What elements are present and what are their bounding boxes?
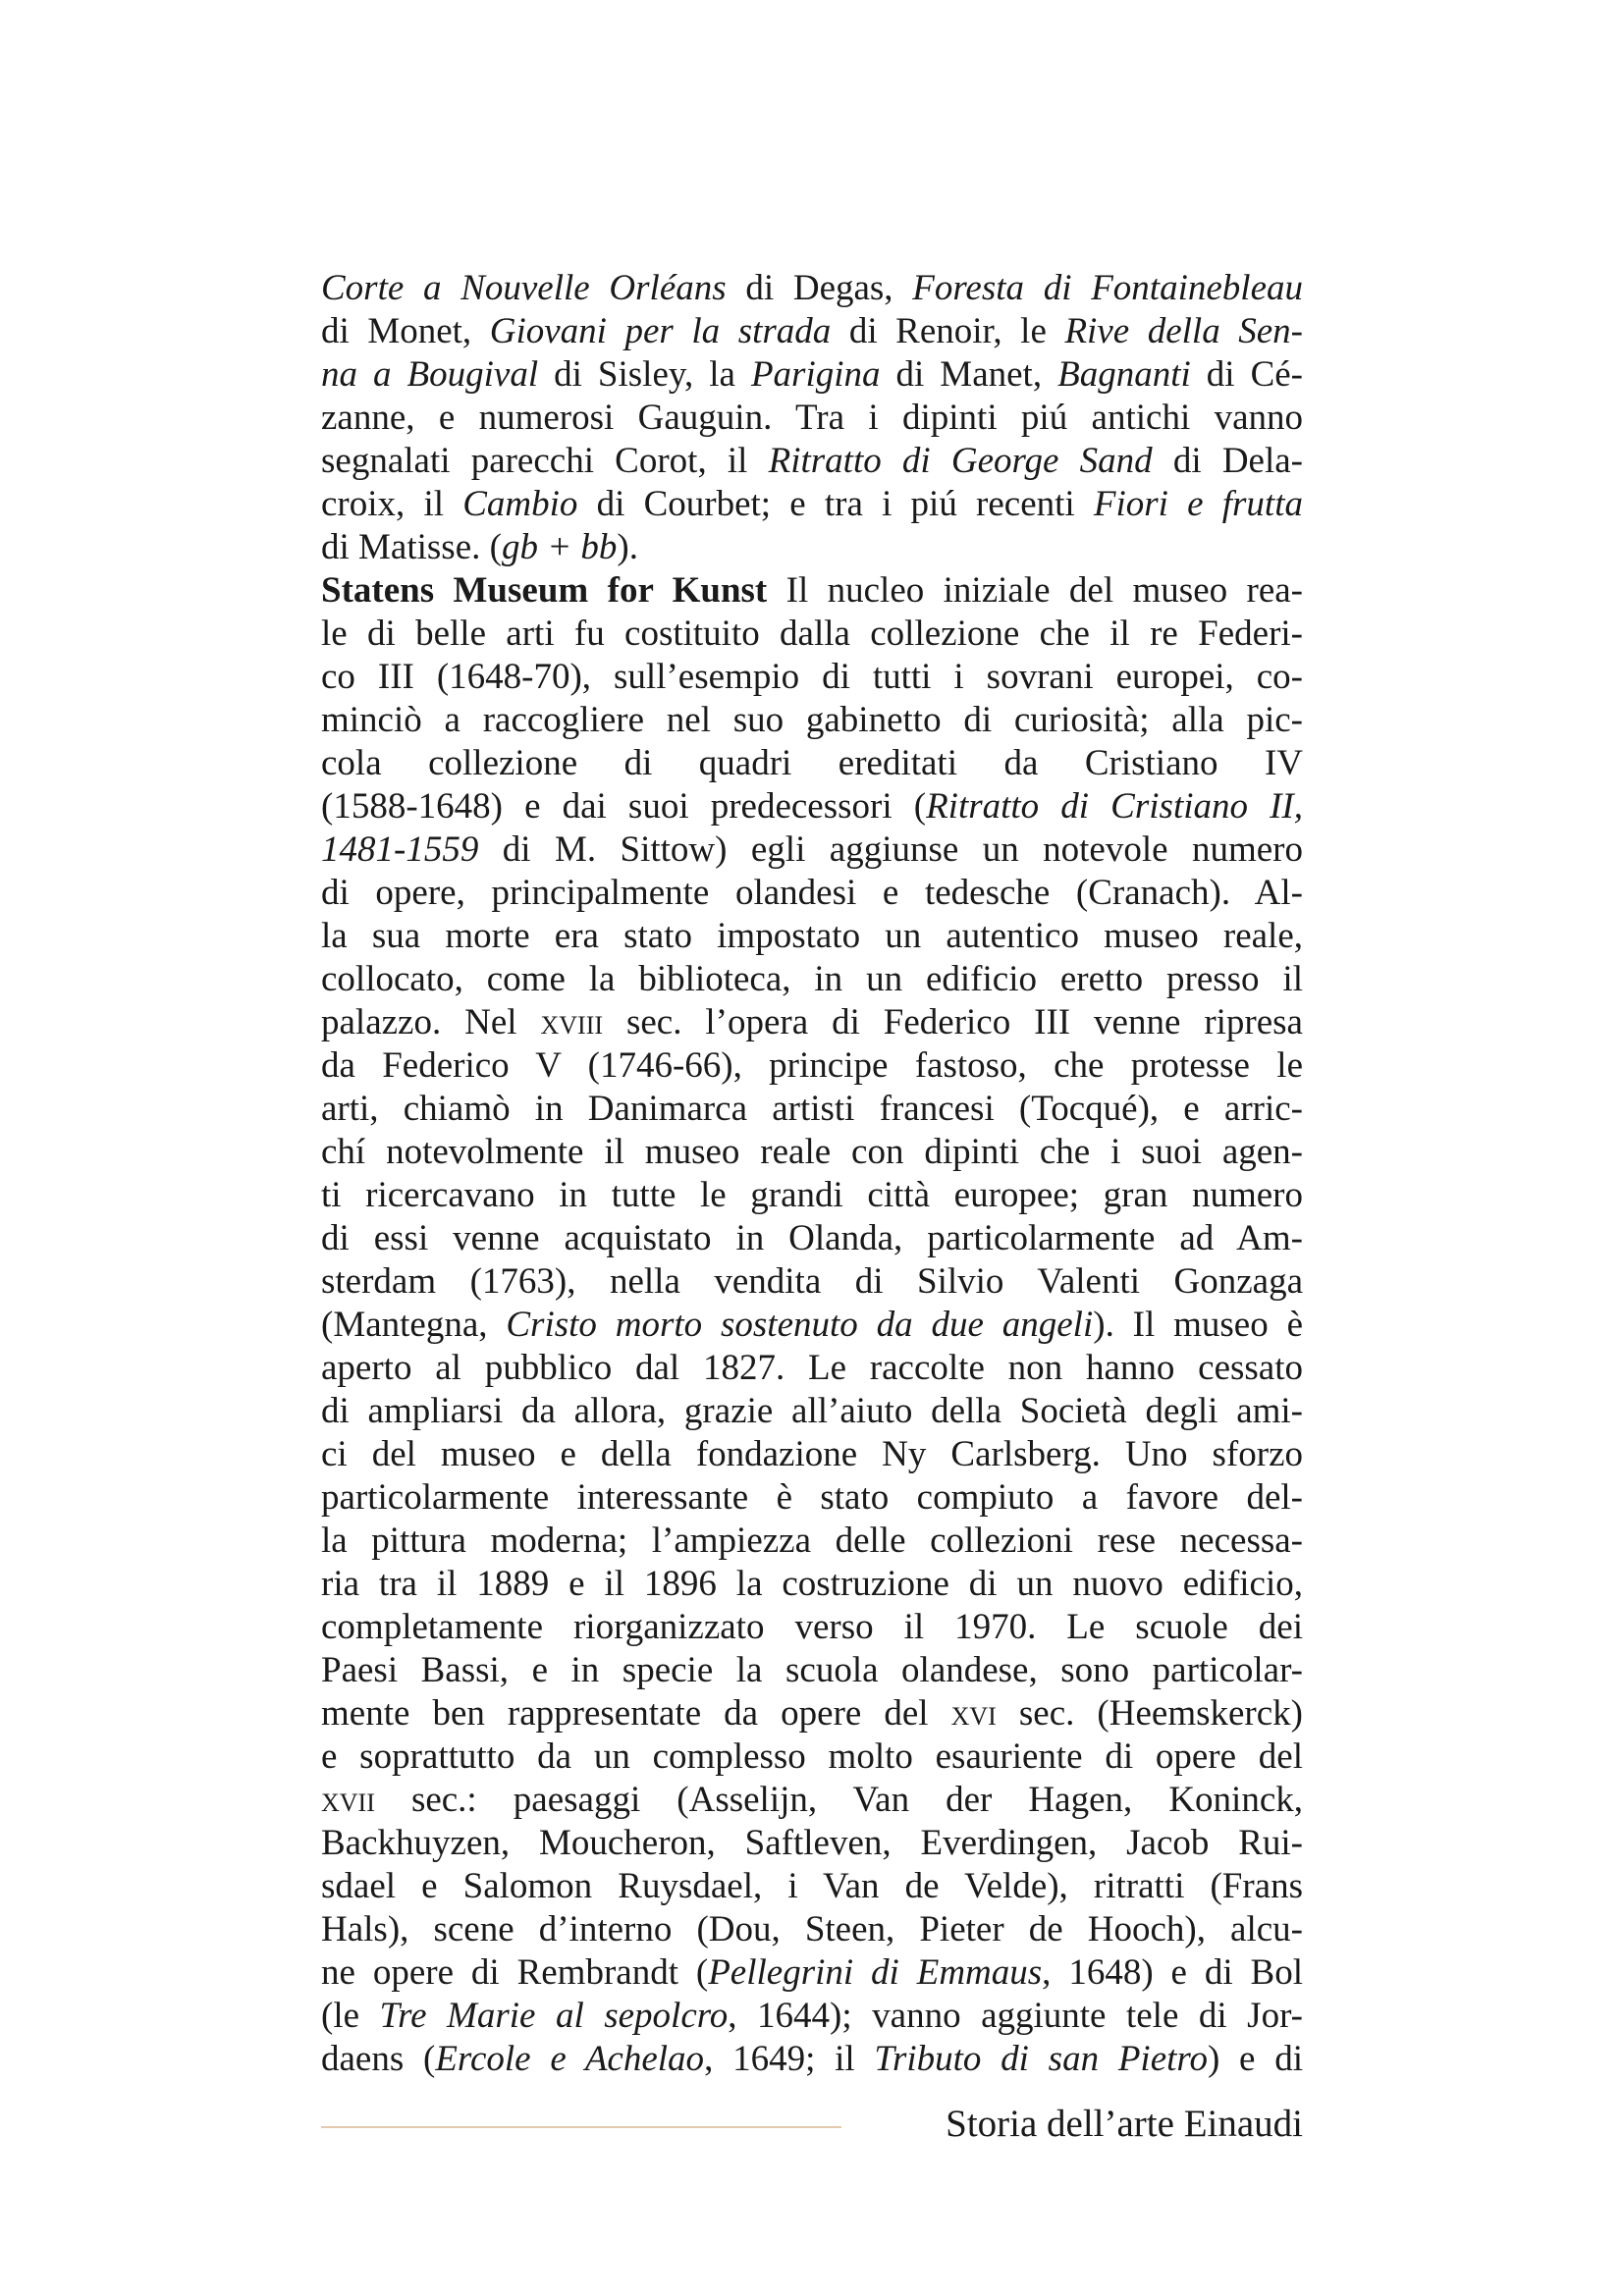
body-text: [321, 267, 1303, 2081]
text-run: Hals), scene d’interno (Dou, Steen, Pieter de Hooch), alcu-: [321, 1909, 1303, 1949]
text-run: da Federico V (1746-66), principe fastoso, che protesse le: [321, 1045, 1303, 1086]
text-run: , 1648) e di Bol: [1042, 1952, 1303, 1993]
text-run: collocato, come la biblioteca, in un edificio eretto presso il: [321, 959, 1303, 999]
italic-title: na a Bougival: [321, 354, 539, 395]
italic-title: Bagnanti: [1057, 354, 1191, 395]
text-run: di Matisse. (: [321, 527, 502, 567]
italic-title: Giovani per la strada: [489, 311, 832, 351]
text-run: particolarmente interessante è stato compiuto a favore del-: [321, 1477, 1303, 1518]
text-run: la pittura moderna; l’ampiezza delle collezioni rese necessa-: [321, 1521, 1303, 1561]
italic-title: Parigina: [750, 354, 881, 395]
text-run: di M. Sittow) egli aggiunse un notevole numero: [478, 829, 1303, 870]
text-line: [321, 915, 1303, 958]
text-line: [321, 1390, 1303, 1433]
text-line: [321, 1217, 1303, 1260]
text-line: [321, 1088, 1303, 1131]
text-run: di Dela-: [1152, 441, 1303, 481]
text-line: [321, 267, 1303, 310]
text-run: palazzo. Nel: [321, 1002, 541, 1042]
text-run: xvi: [950, 1693, 997, 1734]
text-line: [321, 1649, 1303, 1692]
italic-title: Pellegrini di Emmaus: [708, 1952, 1043, 1993]
text-run: arti, chiamò in Danimarca artisti francesi (Tocqué), e arric-: [321, 1089, 1303, 1129]
paragraph-1: [321, 267, 1303, 569]
text-run: cola collezione di quadri ereditati da Cristiano IV: [321, 743, 1303, 783]
text-line: [321, 1131, 1303, 1174]
text-run: ne opere di Rembrandt (: [321, 1952, 709, 1993]
text-run: di ampliarsi da allora, grazie all’aiuto della Società degli ami-: [321, 1391, 1303, 1431]
text-line: [321, 1692, 1303, 1735]
text-line: [321, 440, 1303, 483]
text-run: ) e di: [1207, 2039, 1303, 2079]
text-run: mente ben rappresentate da opere del: [321, 1693, 951, 1734]
text-run: Paesi Bassi, e in specie la scuola olandese, sono particolar-: [321, 1650, 1303, 1690]
text-line: [321, 742, 1303, 785]
text-run: xvii: [321, 1780, 375, 1820]
text-line: [321, 1865, 1303, 1908]
text-line: [321, 353, 1303, 397]
text-line: [321, 1001, 1303, 1044]
italic-title: Tributo di san Pietro: [874, 2039, 1208, 2079]
text-line: [321, 569, 1303, 613]
text-run: ). Il museo è: [1093, 1305, 1303, 1345]
text-run: (1588-1648) e dai suoi predecessori (: [321, 786, 927, 827]
text-run: di Monet,: [321, 311, 490, 351]
text-line: [321, 785, 1303, 828]
text-run: , 1644); vanno aggiunte tele di Jor-: [728, 1996, 1303, 2036]
text-line: [321, 1520, 1303, 1563]
text-line: [321, 958, 1303, 1001]
text-run: completamente riorganizzato verso il 1970. Le scuole dei: [321, 1607, 1303, 1647]
text-run: di Sisley, la: [538, 354, 751, 395]
italic-title: Corte a Nouvelle Orléans: [321, 268, 727, 308]
text-run: Il nucleo iniziale del museo rea-: [767, 570, 1303, 611]
text-run: minciò a raccogliere nel suo gabinetto di curiosità; alla pic-: [321, 700, 1303, 740]
text-run: di Manet,: [880, 354, 1058, 395]
text-line: [321, 872, 1303, 915]
text-line: [321, 1304, 1303, 1347]
text-line: [321, 310, 1303, 353]
text-run: e soprattutto da un complesso molto esauriente di opere del: [321, 1736, 1303, 1777]
text-run: di Cé-: [1190, 354, 1303, 395]
text-line: [321, 1822, 1303, 1865]
text-run: aperto al pubblico dal 1827. Le raccolte non hanno cessato: [321, 1348, 1303, 1388]
text-run: le di belle arti fu costituito dalla collezione che il re Federi-: [321, 614, 1303, 654]
text-line: [321, 1563, 1303, 1606]
italic-title: Ercole e Achelao: [435, 2039, 705, 2079]
italic-title: Cristo morto sostenuto da due angeli: [506, 1305, 1094, 1345]
text-line: [321, 1433, 1303, 1476]
text-line: [321, 2038, 1303, 2081]
text-run: daens (: [321, 2039, 436, 2079]
text-line: [321, 1347, 1303, 1390]
text-run: di essi venne acquistato in Olanda, particolarmente ad Am-: [321, 1218, 1303, 1258]
text-run: sec. (Heemskerck): [996, 1693, 1303, 1734]
text-line: [321, 1606, 1303, 1649]
text-run: xviii: [540, 1002, 604, 1042]
text-run: sec.: paesaggi (Asselijn, Van der Hagen, Koninck,: [374, 1780, 1303, 1820]
footer-rule: [321, 2126, 841, 2128]
text-run: ti ricercavano in tutte le grandi città europee; gran numero: [321, 1175, 1303, 1215]
italic-title: Fiori e frutta: [1093, 484, 1303, 524]
text-line: [321, 613, 1303, 656]
text-line: [321, 699, 1303, 742]
text-run: (le: [321, 1996, 380, 2036]
text-line: [321, 656, 1303, 699]
text-line: [321, 1476, 1303, 1520]
paragraph-2: [321, 569, 1303, 2081]
text-line: [321, 1779, 1303, 1822]
text-run: ria tra il 1889 e il 1896 la costruzione di un nuovo edificio,: [321, 1564, 1303, 1604]
footer-title: Storia dell’arte Einaudi: [946, 2103, 1303, 2145]
text-run: di opere, principalmente olandesi e tedesche (Cranach). Al-: [321, 873, 1303, 913]
text-line: [321, 1908, 1303, 1951]
italic-title: Foresta di Fontainebleau: [912, 268, 1303, 308]
italic-title: Ritratto di Cristiano II,: [926, 786, 1304, 827]
italic-title: 1481-1559: [321, 829, 479, 870]
text-line: [321, 1735, 1303, 1779]
italic-title: Rive della Sen-: [1064, 311, 1304, 351]
text-run: co III (1648-70), sull’esempio di tutti i sovrani europei, co-: [321, 657, 1303, 697]
text-run: segnalati parecchi Corot, il: [321, 441, 769, 481]
text-line: [321, 1260, 1303, 1304]
text-line: [321, 1044, 1303, 1088]
text-run: zanne, e numerosi Gauguin. Tra i dipinti piú antichi vanno: [321, 398, 1303, 438]
entry-heading: Statens Museum for Kunst: [321, 570, 768, 611]
text-run: sdael e Salomon Ruysdael, i Van de Velde), ritratti (Frans: [321, 1866, 1303, 1906]
text-run: ci del museo e della fondazione Ny Carlsberg. Uno sforzo: [321, 1434, 1303, 1474]
text-run: (Mantegna,: [321, 1305, 507, 1345]
text-line: [321, 483, 1303, 526]
page-footer: [321, 2097, 1303, 2156]
text-line: [321, 526, 1303, 569]
text-line: [321, 1995, 1303, 2038]
italic-title: Tre Marie al sepolcro: [379, 1996, 729, 2036]
text-run: , 1649; il: [704, 2039, 875, 2079]
italic-title: Cambio: [462, 484, 578, 524]
text-run: Backhuyzen, Moucheron, Saftleven, Everdingen, Jacob Rui-: [321, 1823, 1303, 1863]
text-run: sterdam (1763), nella vendita di Silvio Valenti Gonzaga: [321, 1261, 1303, 1302]
text-run: chí notevolmente il museo reale con dipinti che i suoi agen-: [321, 1132, 1303, 1172]
text-run: di Courbet; e tra i piú recenti: [577, 484, 1094, 524]
text-run: la sua morte era stato impostato un autentico museo reale,: [321, 916, 1303, 956]
text-line: [321, 1174, 1303, 1217]
italic-title: gb + bb: [501, 527, 618, 567]
text-line: [321, 1951, 1303, 1995]
text-line: [321, 828, 1303, 872]
text-run: ).: [617, 527, 638, 567]
italic-title: Ritratto di George Sand: [768, 441, 1153, 481]
text-run: di Renoir, le: [831, 311, 1065, 351]
text-run: sec. l’opera di Federico III venne ripresa: [603, 1002, 1303, 1042]
text-line: [321, 397, 1303, 440]
text-run: di Degas,: [726, 268, 913, 308]
text-run: croix, il: [321, 484, 463, 524]
